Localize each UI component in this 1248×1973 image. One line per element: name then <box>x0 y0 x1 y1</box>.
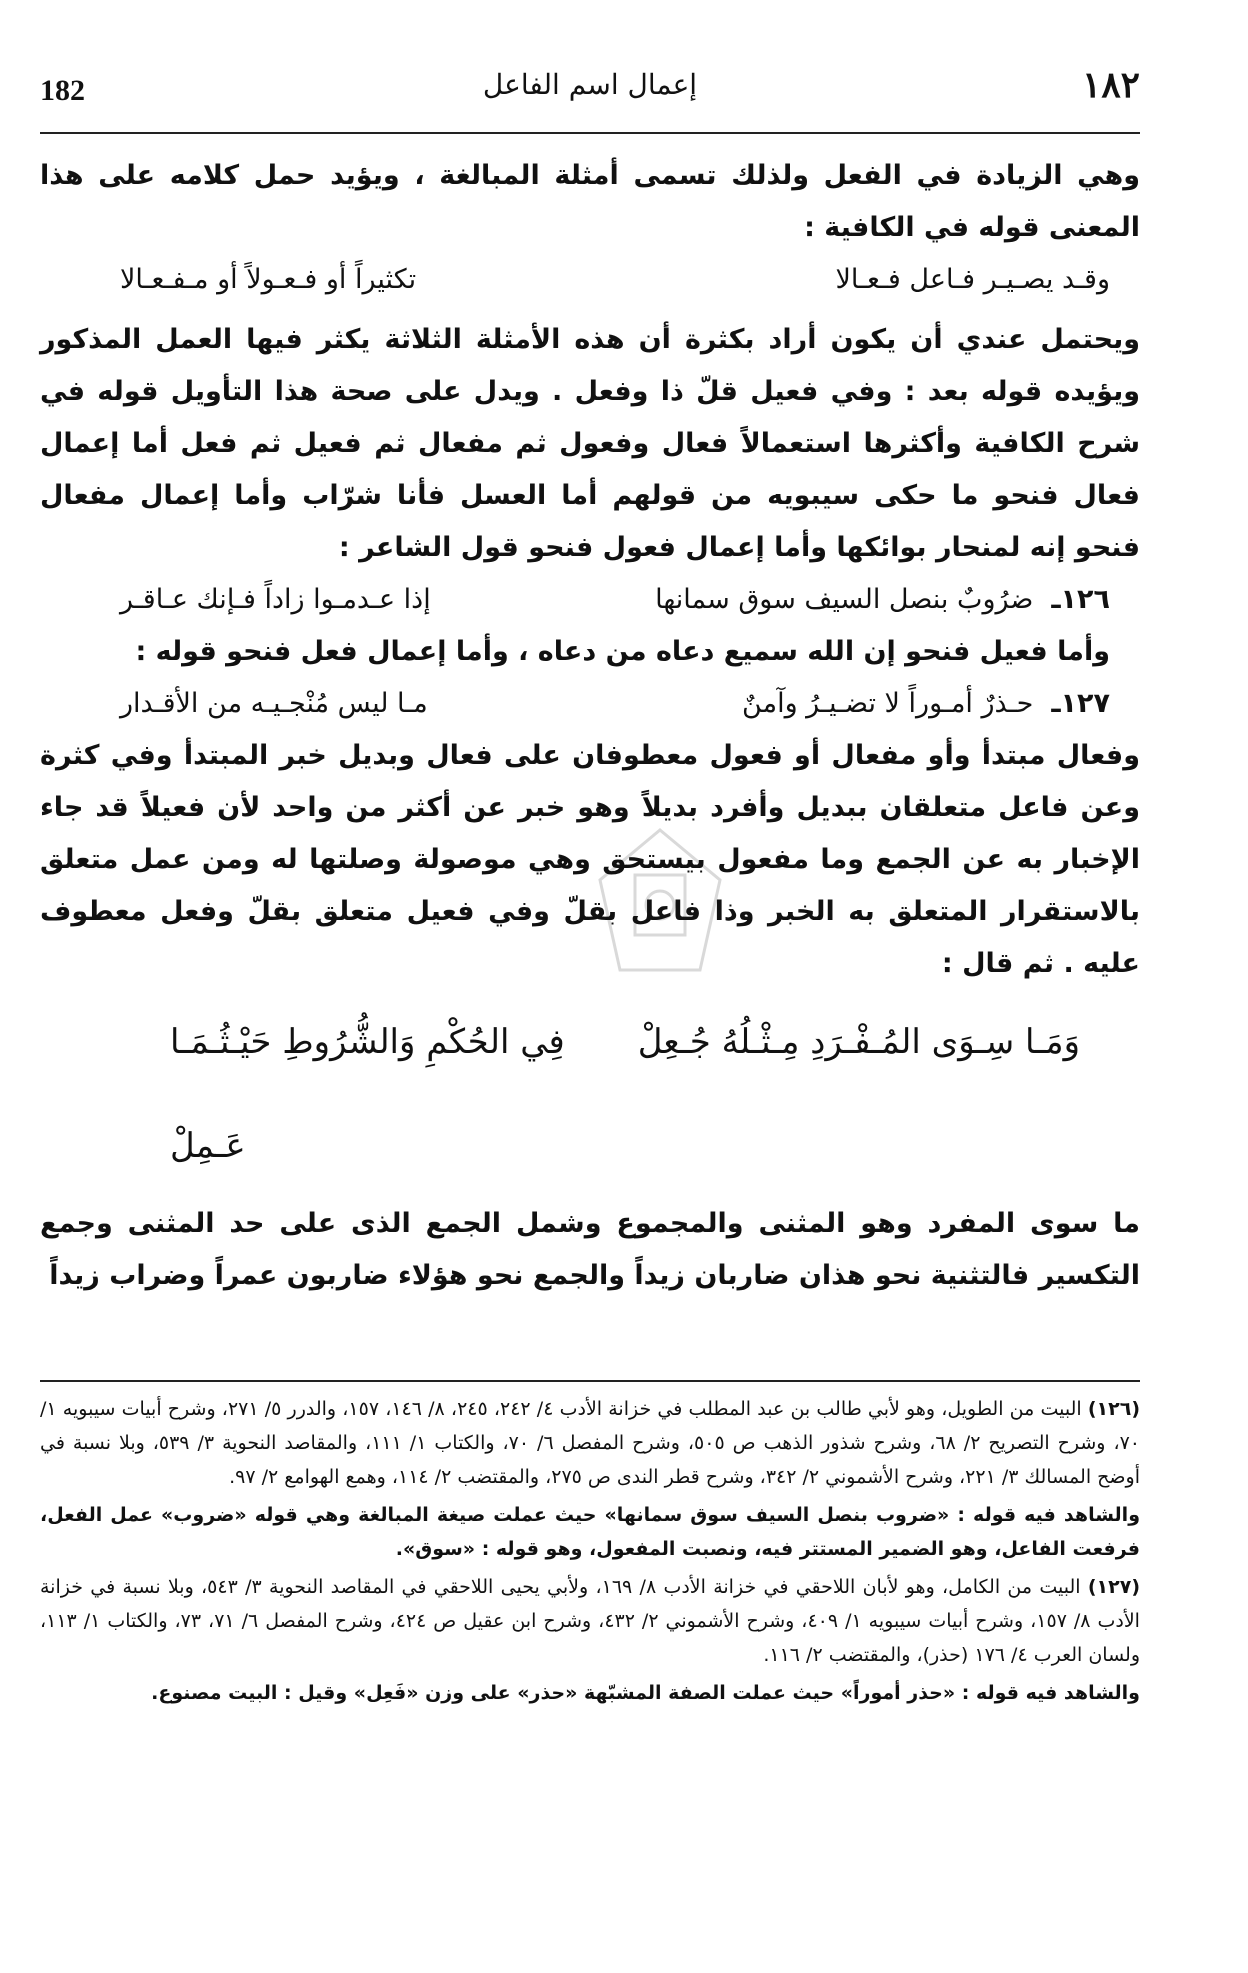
page-number-arabic: ١٨٢ <box>1081 64 1140 106</box>
verse-number: ١٢٧ـ <box>1051 688 1110 719</box>
verse-number: ١٢٦ـ <box>1051 584 1110 615</box>
footnote-number: (١٢٧) <box>1087 1576 1140 1598</box>
paragraph-2: ويحتمل عندي أن يكون أراد بكثرة أن هذه الأمثلة الثلاثة يكثر فيها العمل المذكور ويؤيده قوله بعد : وفي فعيل قلّ ذا وفعل . ويدل على صحة هذا التأويل قوله في شرح الكافية وأكثرها استعمالاً فعال وفعول ثم مفعال ثم فعيل ثم فعل أما إعمال فعال فنحو ما حكى سيبويه من قولهم أما العسل فأنا شرّاب وأما إعمال مفعال فنحو إنه لمنحار بوائكها وأما إعمال فعول فنحو قول الشاعر : <box>40 324 1140 563</box>
main-text <box>40 150 1140 1302</box>
page-header <box>40 60 1140 130</box>
footnote-127 <box>40 1570 1140 1672</box>
verse-first-hemistich: حـذرٌ أمـوراً لا تضـيـرُ وآمنٌ <box>742 688 1034 719</box>
footnote-text: البيت من الكامل، وهو لأبان اللاحقي في خزانة الأدب ٨/ ١٦٩، ولأبي يحيى اللاحقي في المقاصد النحوية ٣/ ٥٤٣، وبلا نسبة في خزانة الأدب ٨/ ١٥٧، وشرح أبيات سيبويه ١/ ٤٠٩، وشرح الأشموني ٢/ ٤٣٢، وشرح ابن عقيل ص ٤٢٤، وشرح المفصل ٦/ ٧١، ٧٣، والكتاب ١/ ١١٣، ولسان العرب ٤/ ١٧٦ (حذر)، والمقتضب ٢/ ١١٦. <box>40 1576 1140 1666</box>
verse-first-hemistich: وقـد يصـيـر فـاعل فـعـالا <box>835 264 1110 295</box>
verse-first-hemistich: وَمَـا سِـوَى المُـفْـرَدِ مِـثْـلُهُ جُـعِلْ <box>637 1022 1080 1062</box>
verse-126 <box>40 574 1140 626</box>
verse-first-hemistich: ضرُوبٌ بنصل السيف سوق سمانها <box>655 584 1034 615</box>
footnote-126-witness: والشاهد فيه قوله : «ضروب بنصل السيف سوق سمانها» حيث عملت صيغة المبالغة وهي قوله «ضروب» عمل الفعل، فرفعت الفاعل، وهو الضمير المستتر فيه، ونصبت المفعول، وهو قوله : «سوق». <box>40 1504 1140 1560</box>
running-title: إعمال اسم الفاعل <box>482 68 698 101</box>
verse-second-hemistich: مـا ليس مُنْجـيـه من الأقـدار <box>120 688 428 719</box>
footnote-126 <box>40 1392 1140 1494</box>
footnote-number: (١٢٦) <box>1087 1398 1141 1420</box>
paragraph-3: وأما فعيل فنحو إن الله سميع دعاه من دعاه ، وأما إعمال فعل فنحو قوله : <box>135 636 1110 667</box>
verse-second-hemistich: فِي الحُكْمِ وَالشُّرُوطِ حَيْـثُـمَـا عَـمِلْ <box>170 1022 565 1166</box>
verse-alfiya <box>40 990 1140 1198</box>
page-number-latin: 182 <box>40 74 85 107</box>
paragraph-4: وفعال مبتدأ وأو مفعال أو فعول معطوفان على فعال وبديل خبر المبتدأ وفي كثرة وعن فاعل متعلقان ببديل وأفرد بديلاً وهو خبر عن أكثر من واحد لأن فعيلاً قد جاء الإخبار به عن الجمع وما مفعول بيستحق وهي موصولة وصلتها له ومن عمل متعلق بالاستقرار المتعلق به الخبر وذا فاعل بقلّ وفي فعيل متعلق بقلّ وفعل معطوف عليه . ثم قال : <box>40 740 1140 979</box>
footnote-text: البيت من الطويل، وهو لأبي طالب بن عبد المطلب في خزانة الأدب ٤/ ٢٤٢، ٢٤٥، ٨/ ١٤٦، ١٥٧، والدرر ٥/ ٢٧١، وشرح أبيات سيبويه ١/ ٧٠، وشرح التصريح ٢/ ٦٨، وشرح شذور الذهب ص ٥٠٥، وشرح المفصل ٦/ ٧٠، والكتاب ١/ ١١١، والمقاصد النحوية ٣/ ٥٣٩، وبلا نسبة في أوضح المسالك ٣/ ٢٢١، وشرح الأشموني ٢/ ٣٤٢، وشرح قطر الندى ص ٢٧٥، والمقتضب ٢/ ١١٤، وهمع الهوامع ٢/ ٩٧. <box>40 1398 1140 1488</box>
verse-second-hemistich: إذا عـدمـوا زاداً فـإنك عـاقـر <box>120 584 431 615</box>
verse-127 <box>40 678 1140 730</box>
verse-second-hemistich: تكثيراً أو فـعـولاً أو مـفـعـالا <box>120 264 417 295</box>
footnote-127-witness: والشاهد فيه قوله : «حذر أموراً» حيث عملت الصفة المشبّهة «حذر» على وزن «فَعِل» وقيل : البيت مصنوع. <box>151 1682 1140 1704</box>
header-rule <box>40 132 1140 134</box>
paragraph-1: وهي الزيادة في الفعل ولذلك تسمى أمثلة المبالغة ، ويؤيد حمل كلامه على هذا المعنى قوله في الكافية : <box>40 160 1140 243</box>
verse-kafiya <box>40 254 1140 306</box>
footnotes <box>40 1392 1140 1714</box>
paragraph-5: ما سوى المفرد وهو المثنى والمجموع وشمل الجمع الذى على حد المثنى وجمع التكسير فالتثنية نحو هذان ضاربان زيداً والجمع نحو هؤلاء ضاربون عمراً وضراب زيداً <box>40 1208 1140 1291</box>
footnote-rule <box>40 1380 1140 1382</box>
